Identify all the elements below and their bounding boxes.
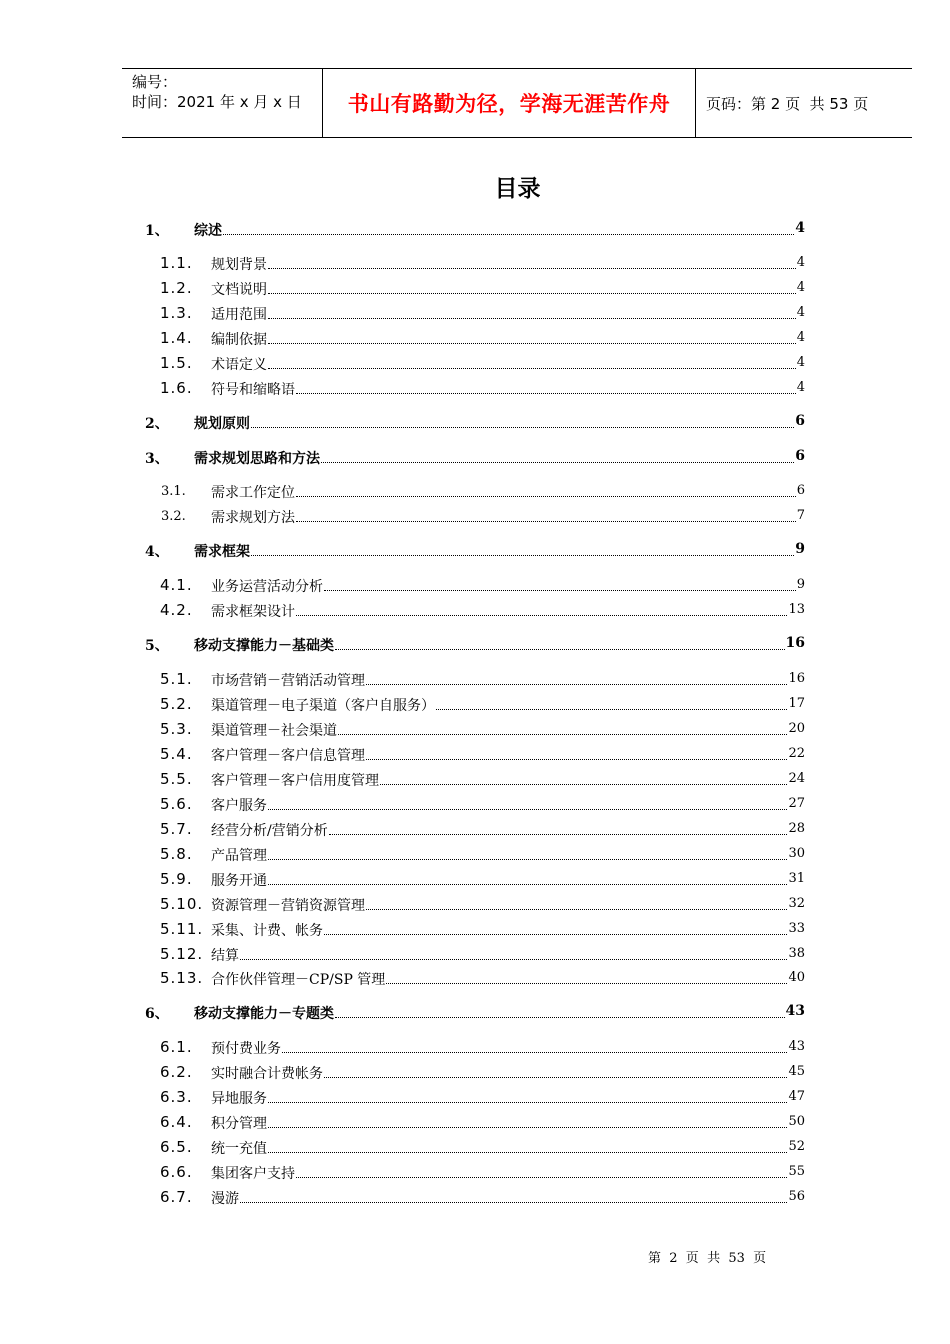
toc-entry-number: 6.5. bbox=[160, 1138, 193, 1156]
toc-entry[interactable] bbox=[0, 576, 950, 598]
toc-entry-number: 5.9. bbox=[160, 870, 193, 888]
document-header bbox=[122, 68, 912, 138]
toc-dot-leader bbox=[296, 496, 796, 497]
toc-entry-title: 需求框架 bbox=[194, 541, 251, 561]
toc-entry-number: 5.12. bbox=[160, 945, 204, 963]
toc-entry-page: 38 bbox=[788, 946, 805, 961]
toc-entry-title: 移动支撑能力－专题类 bbox=[194, 1003, 335, 1023]
toc-entry-number: 1.5. bbox=[160, 354, 193, 372]
toc-entry-page: 56 bbox=[788, 1189, 805, 1204]
toc-entry-number: 6.1. bbox=[160, 1038, 193, 1056]
toc-entry[interactable] bbox=[0, 1163, 950, 1185]
toc-dot-leader bbox=[268, 1127, 787, 1128]
toc-dot-leader bbox=[268, 368, 796, 369]
toc-dot-leader bbox=[268, 318, 796, 319]
toc-entry[interactable] bbox=[0, 969, 950, 991]
toc-entry[interactable] bbox=[0, 448, 950, 470]
toc-entry-title: 客户管理－客户信息管理 bbox=[211, 745, 366, 765]
toc-entry-page: 6 bbox=[795, 448, 805, 464]
toc-entry-number: 1.6. bbox=[160, 379, 193, 397]
toc-entry[interactable] bbox=[0, 1038, 950, 1060]
toc-entry[interactable] bbox=[0, 1138, 950, 1160]
toc-entry-title: 实时融合计费帐务 bbox=[211, 1063, 324, 1083]
toc-entry-page: 4 bbox=[795, 220, 805, 236]
toc-title: 目录 bbox=[494, 176, 541, 202]
toc-entry-page: 43 bbox=[788, 1039, 805, 1054]
toc-dot-leader bbox=[240, 1202, 787, 1203]
toc-entry-page: 31 bbox=[788, 871, 805, 886]
toc-dot-leader bbox=[223, 234, 794, 235]
toc-dot-leader bbox=[268, 1152, 787, 1153]
toc-dot-leader bbox=[324, 590, 796, 591]
toc-entry-title: 市场营销－营销活动管理 bbox=[211, 670, 366, 690]
toc-entry-page: 4 bbox=[796, 280, 805, 295]
toc-entry-title: 漫游 bbox=[211, 1188, 240, 1208]
toc-dot-leader bbox=[251, 555, 794, 556]
toc-entry-number: 5.1. bbox=[160, 670, 193, 688]
toc-dot-leader bbox=[268, 293, 796, 294]
toc-entry[interactable] bbox=[0, 541, 950, 563]
toc-entry[interactable] bbox=[0, 795, 950, 817]
time-label: 时间：2021 年 x 月 x 日 bbox=[132, 93, 302, 111]
toc-entry[interactable] bbox=[0, 1113, 950, 1135]
toc-dot-leader bbox=[335, 1017, 785, 1018]
toc-entry-number: 5.5. bbox=[160, 770, 193, 788]
toc-dot-leader bbox=[296, 615, 787, 616]
toc-entry[interactable] bbox=[0, 254, 950, 276]
page-info: 页码：第 2 页 共 53 页 bbox=[706, 94, 869, 113]
toc-entry-title: 规划原则 bbox=[194, 413, 251, 433]
toc-entry[interactable] bbox=[0, 329, 950, 351]
toc-dot-leader bbox=[366, 759, 787, 760]
toc-entry[interactable] bbox=[0, 745, 950, 767]
toc-dot-leader bbox=[366, 684, 787, 685]
toc-entry-number: 4.1. bbox=[160, 576, 193, 594]
toc-entry[interactable] bbox=[0, 1063, 950, 1085]
page-footer: 第 2 页 共 53 页 bbox=[648, 1251, 767, 1266]
toc-dot-leader bbox=[380, 784, 787, 785]
toc-entry-number: 1.3. bbox=[160, 304, 193, 322]
toc-entry[interactable] bbox=[0, 720, 950, 742]
toc-entry-number: 5.2. bbox=[160, 695, 193, 713]
toc-dot-leader bbox=[240, 959, 787, 960]
toc-entry-title: 服务开通 bbox=[211, 870, 268, 890]
toc-entry-title: 适用范围 bbox=[211, 304, 268, 324]
toc-entry-page: 4 bbox=[796, 305, 805, 320]
toc-entry[interactable] bbox=[0, 379, 950, 401]
toc-entry-title: 编制依据 bbox=[211, 329, 268, 349]
toc-dot-leader bbox=[329, 834, 787, 835]
toc-entry-page: 4 bbox=[796, 355, 805, 370]
toc-entry-number: 5.10. bbox=[160, 895, 204, 913]
toc-entry-number: 2、 bbox=[145, 416, 169, 432]
toc-entry-title: 规划背景 bbox=[211, 254, 268, 274]
toc-entry[interactable] bbox=[0, 304, 950, 326]
toc-dot-leader bbox=[335, 649, 785, 650]
toc-entry-title: 移动支撑能力－基础类 bbox=[194, 635, 335, 655]
toc-entry-title: 业务运营活动分析 bbox=[211, 576, 324, 596]
toc-entry-page: 55 bbox=[788, 1164, 805, 1179]
toc-entry-number: 6.2. bbox=[160, 1063, 193, 1081]
toc-entry-title: 统一充值 bbox=[211, 1138, 268, 1158]
toc-entry-title: 异地服务 bbox=[211, 1088, 268, 1108]
toc-dot-leader bbox=[251, 427, 794, 428]
toc-entry[interactable] bbox=[0, 220, 950, 242]
toc-entry-number: 6、 bbox=[145, 1006, 169, 1022]
toc-entry-title: 渠道管理－社会渠道 bbox=[211, 720, 338, 740]
header-page-cell bbox=[696, 69, 912, 137]
toc-entry-page: 4 bbox=[796, 255, 805, 270]
toc-entry-number: 5.3. bbox=[160, 720, 193, 738]
toc-entry[interactable] bbox=[0, 413, 950, 435]
motto: 书山有路勤为径，学海无涯苦作舟 bbox=[347, 92, 671, 116]
toc-entry-page: 52 bbox=[788, 1139, 805, 1154]
toc-dot-leader bbox=[386, 983, 787, 984]
toc-entry-title: 文档说明 bbox=[211, 279, 268, 299]
toc-entry-title: 需求工作定位 bbox=[211, 482, 296, 502]
toc-dot-leader bbox=[268, 343, 796, 344]
toc-dot-leader bbox=[338, 734, 787, 735]
toc-dot-leader bbox=[268, 268, 796, 269]
toc-entry-page: 17 bbox=[788, 696, 805, 711]
toc-entry-title: 采集、计费、帐务 bbox=[211, 920, 324, 940]
toc-entry-page: 16 bbox=[785, 635, 805, 651]
toc-entry-number: 5.13. bbox=[160, 969, 204, 987]
header-meta-cell bbox=[122, 69, 323, 137]
toc-entry-page: 13 bbox=[788, 602, 805, 617]
toc-entry-page: 6 bbox=[796, 483, 805, 498]
toc-entry-title: 术语定义 bbox=[211, 354, 268, 374]
toc-entry[interactable] bbox=[0, 820, 950, 842]
toc-entry-number: 1.1. bbox=[160, 254, 193, 272]
toc-entry-title: 资源管理－营销资源管理 bbox=[211, 895, 366, 915]
toc-entry-page: 47 bbox=[788, 1089, 805, 1104]
toc-entry-page: 50 bbox=[788, 1114, 805, 1129]
toc-entry-page: 22 bbox=[788, 746, 805, 761]
toc-entry[interactable] bbox=[0, 507, 950, 529]
toc-entry[interactable] bbox=[0, 870, 950, 892]
toc-entry-page: 43 bbox=[785, 1003, 805, 1019]
toc-entry-title: 合作伙伴管理－CP/SP 管理 bbox=[211, 969, 386, 989]
toc-entry-number: 1.4. bbox=[160, 329, 193, 347]
toc-entry-number: 5.6. bbox=[160, 795, 193, 813]
toc-entry-page: 9 bbox=[796, 577, 805, 592]
toc-entry-title: 预付费业务 bbox=[211, 1038, 282, 1058]
toc-entry-title: 需求规划方法 bbox=[211, 507, 296, 527]
toc-entry-title: 符号和缩略语 bbox=[211, 379, 296, 399]
toc-entry-page: 20 bbox=[788, 721, 805, 736]
toc-entry[interactable] bbox=[0, 1088, 950, 1110]
toc-entry-number: 1.2. bbox=[160, 279, 193, 297]
toc-entry-title: 综述 bbox=[194, 220, 223, 240]
toc-entry[interactable] bbox=[0, 770, 950, 792]
toc-entry-title: 结算 bbox=[211, 945, 240, 965]
toc-entry-page: 33 bbox=[788, 921, 805, 936]
toc-entry[interactable] bbox=[0, 601, 950, 623]
toc-entry[interactable] bbox=[0, 670, 950, 692]
toc-entry-title: 需求框架设计 bbox=[211, 601, 296, 621]
toc-dot-leader bbox=[296, 1177, 787, 1178]
toc-dot-leader bbox=[296, 393, 796, 394]
toc-dot-leader bbox=[324, 1077, 787, 1078]
toc-entry[interactable] bbox=[0, 920, 950, 942]
toc-entry[interactable] bbox=[0, 945, 950, 967]
toc-entry[interactable] bbox=[0, 845, 950, 867]
serial-label: 编号： bbox=[132, 73, 178, 91]
toc-entry-title: 积分管理 bbox=[211, 1113, 268, 1133]
toc-entry-number: 5.11. bbox=[160, 920, 204, 938]
toc-entry[interactable] bbox=[0, 279, 950, 301]
toc-entry-number: 6.6. bbox=[160, 1163, 193, 1181]
toc-entry-page: 7 bbox=[796, 508, 805, 523]
toc-entry-page: 28 bbox=[788, 821, 805, 836]
toc-entry-page: 16 bbox=[788, 671, 805, 686]
header-motto-cell bbox=[323, 69, 696, 137]
toc-entry[interactable] bbox=[0, 354, 950, 376]
toc-entry-page: 4 bbox=[796, 330, 805, 345]
toc-entry-number: 5.4. bbox=[160, 745, 193, 763]
toc-entry-number: 3.1. bbox=[161, 484, 186, 499]
toc-entry-number: 3.2. bbox=[161, 509, 186, 524]
toc-entry-page: 40 bbox=[788, 970, 805, 985]
toc-entry-page: 9 bbox=[795, 541, 805, 557]
toc-dot-leader bbox=[321, 462, 794, 463]
toc-entry-number: 6.3. bbox=[160, 1088, 193, 1106]
toc-dot-leader bbox=[366, 909, 787, 910]
toc-entry[interactable] bbox=[0, 635, 950, 657]
toc-entry-title: 客户管理－客户信用度管理 bbox=[211, 770, 380, 790]
toc-entry-number: 4.2. bbox=[160, 601, 193, 619]
toc-entry-page: 32 bbox=[788, 896, 805, 911]
toc-entry-number: 3、 bbox=[145, 451, 169, 467]
toc-dot-leader bbox=[268, 859, 787, 860]
toc-dot-leader bbox=[268, 884, 787, 885]
toc-dot-leader bbox=[296, 521, 796, 522]
toc-entry-number: 5.7. bbox=[160, 820, 193, 838]
toc-dot-leader bbox=[268, 809, 787, 810]
toc-entry-title: 渠道管理－电子渠道（客户自服务） bbox=[211, 695, 436, 715]
toc-entry[interactable] bbox=[0, 482, 950, 504]
toc-entry-title: 客户服务 bbox=[211, 795, 268, 815]
toc-entry-number: 6.4. bbox=[160, 1113, 193, 1131]
toc-dot-leader bbox=[282, 1052, 787, 1053]
toc-entry-page: 4 bbox=[796, 380, 805, 395]
toc-dot-leader bbox=[268, 1102, 787, 1103]
toc-entry-number: 1、 bbox=[145, 223, 169, 239]
toc-dot-leader bbox=[324, 934, 787, 935]
toc-entry-page: 24 bbox=[788, 771, 805, 786]
toc-entry-page: 30 bbox=[788, 846, 805, 861]
toc-entry-title: 经营分析/营销分析 bbox=[211, 820, 329, 840]
toc-entry-number: 4、 bbox=[145, 544, 169, 560]
toc-entry[interactable] bbox=[0, 695, 950, 717]
toc-entry[interactable] bbox=[0, 1188, 950, 1210]
toc-entry-title: 需求规划思路和方法 bbox=[194, 448, 321, 468]
toc-entry[interactable] bbox=[0, 1003, 950, 1025]
toc-entry-number: 5.8. bbox=[160, 845, 193, 863]
toc-entry-number: 6.7. bbox=[160, 1188, 193, 1206]
toc-entry-title: 集团客户支持 bbox=[211, 1163, 296, 1183]
toc-entry-page: 6 bbox=[795, 413, 805, 429]
toc-dot-leader bbox=[436, 709, 787, 710]
toc-entry-page: 27 bbox=[788, 796, 805, 811]
toc-entry[interactable] bbox=[0, 895, 950, 917]
toc-entry-title: 产品管理 bbox=[211, 845, 268, 865]
toc-entry-page: 45 bbox=[788, 1064, 805, 1079]
toc-entry-number: 5、 bbox=[145, 638, 169, 654]
